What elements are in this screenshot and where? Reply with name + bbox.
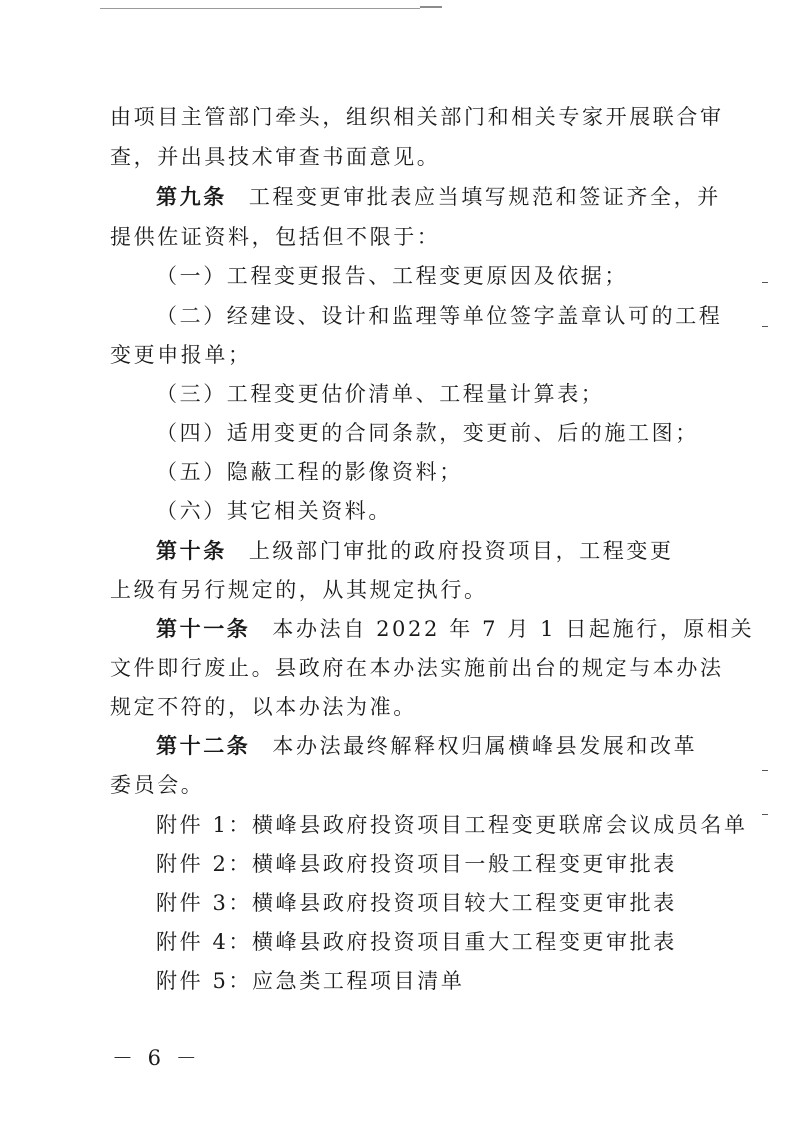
article-12-line: [156, 731, 697, 761]
article-11-text: 本办法自 2022 年 7 月 1 日起施行，原相关: [272, 617, 755, 641]
paragraph-line-1: 由项目主管部门牵头，组织相关部门和相关专家开展联合审: [110, 105, 724, 129]
list-item-5: （五）隐蔽工程的影像资料；: [156, 460, 463, 484]
attachment-3: 附件 3：横峰县政府投资项目较大工程变更审批表: [156, 891, 677, 915]
article-9-continuation: 提供佐证资料，包括但不限于：: [110, 225, 441, 249]
article-11-line: [156, 614, 754, 644]
article-12-text: 本办法最终解释权归属横峰县发展和改革: [272, 734, 698, 758]
article-11-heading: 第十一条: [156, 616, 251, 641]
list-item-1: （一）工程变更报告、工程变更原因及依据；: [156, 264, 628, 288]
attachment-5: 附件 5：应急类工程项目清单: [156, 969, 465, 993]
article-10-heading: 第十条: [156, 538, 227, 563]
list-item-2-continuation: 变更申报单；: [110, 343, 252, 367]
paragraph-line-2: 查，并出具技术审查书面意见。: [110, 145, 441, 169]
attachment-2: 附件 2：横峰县政府投资项目一般工程变更审批表: [156, 852, 677, 876]
page-number: － 6 －: [112, 1046, 201, 1070]
article-10-line: [156, 536, 674, 566]
article-9-line: [156, 182, 721, 212]
attachment-4: 附件 4：横峰县政府投资项目重大工程变更审批表: [156, 930, 677, 954]
article-10-text: 上级部门审批的政府投资项目，工程变更: [248, 539, 674, 563]
article-11-continuation-1: 文件即行废止。县政府在本办法实施前出台的规定与本办法: [110, 656, 724, 680]
article-12-continuation: 委员会。: [110, 773, 205, 797]
list-item-3: （三）工程变更估价清单、工程量计算表；: [156, 382, 605, 406]
top-scan-rule: [100, 8, 420, 9]
binding-mark-4: [762, 814, 768, 815]
article-9-text: 工程变更审批表应当填写规范和签证齐全，并: [248, 185, 721, 209]
top-scan-mark: [420, 6, 442, 8]
list-item-4: （四）适用变更的合同条款，变更前、后的施工图；: [156, 421, 699, 445]
binding-mark-3: [762, 770, 768, 771]
article-11-continuation-2: 规定不符的，以本办法为准。: [110, 695, 417, 719]
article-9-heading: 第九条: [156, 184, 227, 209]
binding-mark-1: [762, 282, 768, 283]
article-10-continuation: 上级有另行规定的，从其规定执行。: [110, 578, 488, 602]
article-12-heading: 第十二条: [156, 733, 251, 758]
binding-mark-2: [762, 326, 768, 327]
attachment-1: 附件 1：横峰县政府投资项目工程变更联席会议成员名单: [156, 813, 748, 837]
list-item-6: （六）其它相关资料。: [156, 499, 392, 523]
list-item-2: （二）经建设、设计和监理等单位签字盖章认可的工程: [156, 304, 723, 328]
